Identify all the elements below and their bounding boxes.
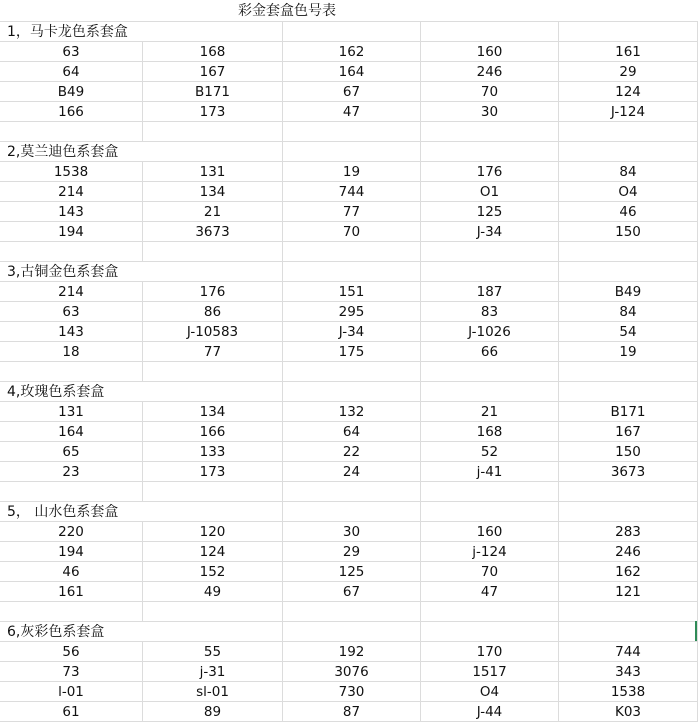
table-row (0, 62, 698, 82)
color-code-cell[interactable]: j-41 (421, 462, 559, 482)
color-code-cell[interactable]: 1517 (421, 662, 559, 682)
color-code-cell[interactable]: 161 (0, 582, 143, 602)
color-code-cell[interactable]: 56 (0, 642, 143, 662)
header-cell[interactable] (283, 22, 421, 42)
empty-cell[interactable] (559, 242, 698, 262)
header-cell[interactable] (0, 622, 143, 642)
color-code-cell[interactable]: 84 (559, 302, 698, 322)
table-row (0, 102, 698, 122)
color-code-cell[interactable]: 152 (143, 562, 283, 582)
empty-cell[interactable] (283, 362, 421, 382)
color-code-cell[interactable]: 176 (421, 162, 559, 182)
color-code-cell[interactable]: 47 (283, 102, 421, 122)
empty-cell[interactable] (143, 602, 283, 622)
empty-cell[interactable] (0, 602, 143, 622)
empty-cell[interactable] (143, 122, 283, 142)
color-code-cell[interactable]: J-34 (421, 222, 559, 242)
header-cell[interactable] (559, 262, 698, 282)
color-code-cell[interactable]: 246 (421, 62, 559, 82)
color-code-cell[interactable]: 121 (559, 582, 698, 602)
title-row (0, 0, 698, 22)
section-header: 5， 山水色系套盒 (7, 504, 119, 520)
header-cell[interactable] (559, 142, 698, 162)
color-code-cell[interactable]: J-124 (559, 102, 698, 122)
color-code-cell[interactable]: 187 (421, 282, 559, 302)
table-row (0, 542, 698, 562)
color-code-cell[interactable]: J-44 (421, 702, 559, 722)
color-code-cell[interactable]: 143 (0, 322, 143, 342)
color-code-cell[interactable]: 730 (283, 682, 421, 702)
color-code-cell[interactable]: 3076 (283, 662, 421, 682)
color-code-cell[interactable]: 46 (559, 202, 698, 222)
color-code-cell[interactable]: 194 (0, 542, 143, 562)
color-code-cell[interactable]: 173 (143, 102, 283, 122)
color-code-cell[interactable]: 166 (143, 422, 283, 442)
color-code-cell[interactable]: l-01 (0, 682, 143, 702)
header-cell[interactable] (283, 622, 421, 642)
color-code-cell[interactable]: 63 (0, 302, 143, 322)
empty-cell[interactable] (0, 482, 143, 502)
color-code-cell[interactable]: 160 (421, 522, 559, 542)
color-code-cell[interactable]: 18 (0, 342, 143, 362)
color-code-cell[interactable]: O4 (559, 182, 698, 202)
color-code-cell[interactable]: 194 (0, 222, 143, 242)
color-code-cell[interactable]: 30 (283, 522, 421, 542)
color-code-cell[interactable]: sl-01 (143, 682, 283, 702)
color-code-cell[interactable]: 192 (283, 642, 421, 662)
header-cell[interactable] (421, 142, 559, 162)
color-code-cell[interactable]: 3673 (143, 222, 283, 242)
empty-cell[interactable] (283, 122, 421, 142)
color-code-cell[interactable]: 143 (0, 202, 143, 222)
color-code-cell[interactable]: 161 (559, 42, 698, 62)
color-code-cell[interactable]: 55 (143, 642, 283, 662)
color-code-cell[interactable]: 133 (143, 442, 283, 462)
color-code-cell[interactable]: 150 (559, 442, 698, 462)
empty-cell[interactable] (283, 482, 421, 502)
empty-cell[interactable] (283, 242, 421, 262)
color-code-cell[interactable]: j-124 (421, 542, 559, 562)
color-code-cell[interactable]: 73 (0, 662, 143, 682)
color-code-cell[interactable]: 63 (0, 42, 143, 62)
color-code-cell[interactable]: 87 (283, 702, 421, 722)
table-row (0, 582, 698, 602)
color-code-cell[interactable]: 70 (283, 222, 421, 242)
color-code-cell[interactable]: 151 (283, 282, 421, 302)
color-code-cell[interactable]: 162 (559, 562, 698, 582)
color-code-cell[interactable]: B171 (559, 402, 698, 422)
empty-cell[interactable] (421, 482, 559, 502)
header-cell[interactable] (421, 262, 559, 282)
empty-cell[interactable] (421, 242, 559, 262)
color-code-cell[interactable]: 295 (283, 302, 421, 322)
empty-cell[interactable] (559, 362, 698, 382)
sheet-title[interactable]: 彩金套盒色号表 (238, 3, 336, 19)
color-code-cell[interactable]: 61 (0, 702, 143, 722)
section-header: 4,玫瑰色系套盒 (7, 384, 105, 400)
color-code-cell[interactable]: 24 (283, 462, 421, 482)
table-row (0, 162, 698, 182)
empty-cell[interactable] (143, 482, 283, 502)
color-code-cell[interactable]: 1538 (559, 682, 698, 702)
color-code-cell[interactable]: 77 (143, 342, 283, 362)
color-code-cell[interactable]: 30 (421, 102, 559, 122)
header-cell[interactable] (283, 382, 421, 402)
color-code-cell[interactable]: J-34 (283, 322, 421, 342)
table-row (0, 642, 698, 662)
color-code-cell[interactable]: J-10583 (143, 322, 283, 342)
color-code-cell[interactable]: 176 (143, 282, 283, 302)
color-code-cell[interactable]: 47 (421, 582, 559, 602)
color-code-cell[interactable]: 132 (283, 402, 421, 422)
table-row (0, 342, 698, 362)
color-code-cell[interactable]: 54 (559, 322, 698, 342)
table-row (0, 462, 698, 482)
color-code-cell[interactable]: 21 (421, 402, 559, 422)
header-cell[interactable] (421, 502, 559, 522)
color-code-cell[interactable]: 64 (283, 422, 421, 442)
blank-row (0, 482, 698, 502)
color-code-cell[interactable]: 125 (283, 562, 421, 582)
header-cell[interactable] (0, 262, 143, 282)
empty-cell[interactable] (0, 122, 143, 142)
header-cell[interactable] (559, 22, 698, 42)
section-header-row (0, 382, 698, 402)
color-code-cell[interactable]: 19 (283, 162, 421, 182)
color-code-cell[interactable]: 46 (0, 562, 143, 582)
table-row (0, 82, 698, 102)
header-cell[interactable] (421, 622, 559, 642)
color-code-cell[interactable]: 167 (559, 422, 698, 442)
color-code-cell[interactable]: 131 (143, 162, 283, 182)
color-code-cell[interactable]: 175 (283, 342, 421, 362)
empty-cell[interactable] (283, 602, 421, 622)
empty-cell[interactable] (0, 242, 143, 262)
table-row (0, 322, 698, 342)
table-row (0, 222, 698, 242)
empty-cell[interactable] (421, 362, 559, 382)
color-code-cell[interactable]: 19 (559, 342, 698, 362)
color-code-cell[interactable]: 168 (421, 422, 559, 442)
empty-cell[interactable] (143, 362, 283, 382)
blank-row (0, 242, 698, 262)
header-cell[interactable] (0, 382, 143, 402)
blank-row (0, 602, 698, 622)
header-cell[interactable] (0, 502, 143, 522)
header-cell[interactable] (143, 382, 283, 402)
header-cell[interactable] (421, 382, 559, 402)
color-code-cell[interactable]: 89 (143, 702, 283, 722)
color-code-cell[interactable]: 164 (283, 62, 421, 82)
color-code-cell[interactable]: 220 (0, 522, 143, 542)
table-row (0, 182, 698, 202)
color-code-cell[interactable]: 125 (421, 202, 559, 222)
color-code-cell[interactable]: 23 (0, 462, 143, 482)
color-code-cell[interactable]: 22 (283, 442, 421, 462)
color-code-cell[interactable]: 67 (283, 82, 421, 102)
color-code-cell[interactable]: 83 (421, 302, 559, 322)
color-code-cell[interactable]: 744 (559, 642, 698, 662)
header-cell[interactable] (143, 262, 283, 282)
table-row (0, 42, 698, 62)
color-code-cell[interactable]: 170 (421, 642, 559, 662)
header-cell[interactable] (143, 142, 283, 162)
color-code-cell[interactable]: 3673 (559, 462, 698, 482)
table-row (0, 402, 698, 422)
color-code-cell[interactable]: 65 (0, 442, 143, 462)
header-cell[interactable] (0, 22, 143, 42)
table-row (0, 282, 698, 302)
table-row (0, 662, 698, 682)
table-row (0, 682, 698, 702)
section-header: 3,古铜金色系套盒 (7, 264, 119, 280)
color-code-cell[interactable]: 21 (143, 202, 283, 222)
color-code-cell[interactable]: 124 (559, 82, 698, 102)
color-code-cell[interactable]: B49 (559, 282, 698, 302)
color-code-cell[interactable]: B49 (0, 82, 143, 102)
color-code-cell[interactable]: 160 (421, 42, 559, 62)
header-cell[interactable] (559, 622, 698, 642)
section-header: 2,莫兰迪色系套盒 (7, 144, 119, 160)
table-row (0, 702, 698, 722)
header-cell[interactable] (283, 142, 421, 162)
header-cell[interactable] (143, 22, 283, 42)
table-row (0, 562, 698, 582)
color-code-cell[interactable]: 1538 (0, 162, 143, 182)
color-code-cell[interactable]: 84 (559, 162, 698, 182)
color-code-cell[interactable]: 49 (143, 582, 283, 602)
color-code-cell[interactable]: 52 (421, 442, 559, 462)
color-code-cell[interactable]: 134 (143, 182, 283, 202)
color-code-cell[interactable]: 164 (0, 422, 143, 442)
section-header: 1，马卡龙色系套盒 (7, 24, 128, 40)
empty-cell[interactable] (143, 242, 283, 262)
section-header-row (0, 142, 698, 162)
color-code-cell[interactable]: 168 (143, 42, 283, 62)
cell-cursor-marker (695, 621, 697, 641)
header-cell[interactable] (0, 142, 143, 162)
header-cell[interactable] (421, 22, 559, 42)
color-code-cell[interactable]: 120 (143, 522, 283, 542)
table-row (0, 202, 698, 222)
color-code-cell[interactable]: 124 (143, 542, 283, 562)
section-header-row (0, 22, 698, 42)
color-code-cell[interactable]: 173 (143, 462, 283, 482)
empty-cell[interactable] (559, 602, 698, 622)
header-cell[interactable] (283, 502, 421, 522)
color-code-cell[interactable]: 167 (143, 62, 283, 82)
table-row (0, 422, 698, 442)
color-code-cell[interactable]: 283 (559, 522, 698, 542)
color-code-cell[interactable]: 246 (559, 542, 698, 562)
color-code-cell[interactable]: J-1026 (421, 322, 559, 342)
color-code-cell[interactable]: 29 (283, 542, 421, 562)
header-cell[interactable] (143, 502, 283, 522)
sections-container (0, 22, 698, 722)
color-code-cell[interactable]: 29 (559, 62, 698, 82)
empty-cell[interactable] (421, 122, 559, 142)
empty-cell[interactable] (421, 602, 559, 622)
color-code-cell[interactable]: 67 (283, 582, 421, 602)
header-cell[interactable] (559, 382, 698, 402)
color-code-cell[interactable]: 162 (283, 42, 421, 62)
color-code-cell[interactable]: 214 (0, 182, 143, 202)
color-code-cell[interactable]: 343 (559, 662, 698, 682)
section-header-row (0, 622, 698, 642)
color-code-cell[interactable]: 131 (0, 402, 143, 422)
color-code-cell[interactable]: 150 (559, 222, 698, 242)
color-code-cell[interactable]: 744 (283, 182, 421, 202)
section-header: 6,灰彩色系套盒 (7, 624, 105, 640)
table-row (0, 442, 698, 462)
table-row (0, 302, 698, 322)
blank-row (0, 122, 698, 142)
header-cell[interactable] (143, 622, 283, 642)
empty-cell[interactable] (559, 482, 698, 502)
color-code-cell[interactable]: 134 (143, 402, 283, 422)
color-code-cell[interactable]: j-31 (143, 662, 283, 682)
blank-row (0, 362, 698, 382)
color-code-cell[interactable]: 70 (421, 82, 559, 102)
color-code-cell[interactable]: 77 (283, 202, 421, 222)
color-code-cell[interactable]: 70 (421, 562, 559, 582)
header-cell[interactable] (283, 262, 421, 282)
color-code-cell[interactable]: 86 (143, 302, 283, 322)
color-code-cell[interactable]: B171 (143, 82, 283, 102)
table-row (0, 522, 698, 542)
color-code-cell[interactable]: 166 (0, 102, 143, 122)
section-header-row (0, 262, 698, 282)
empty-cell[interactable] (0, 362, 143, 382)
color-code-cell[interactable]: 214 (0, 282, 143, 302)
color-code-cell[interactable]: 64 (0, 62, 143, 82)
color-code-cell[interactable]: O4 (421, 682, 559, 702)
color-code-cell[interactable]: K03 (559, 702, 698, 722)
section-header-row (0, 502, 698, 522)
color-code-cell[interactable]: O1 (421, 182, 559, 202)
color-code-cell[interactable]: 66 (421, 342, 559, 362)
header-cell[interactable] (559, 502, 698, 522)
empty-cell[interactable] (559, 122, 698, 142)
